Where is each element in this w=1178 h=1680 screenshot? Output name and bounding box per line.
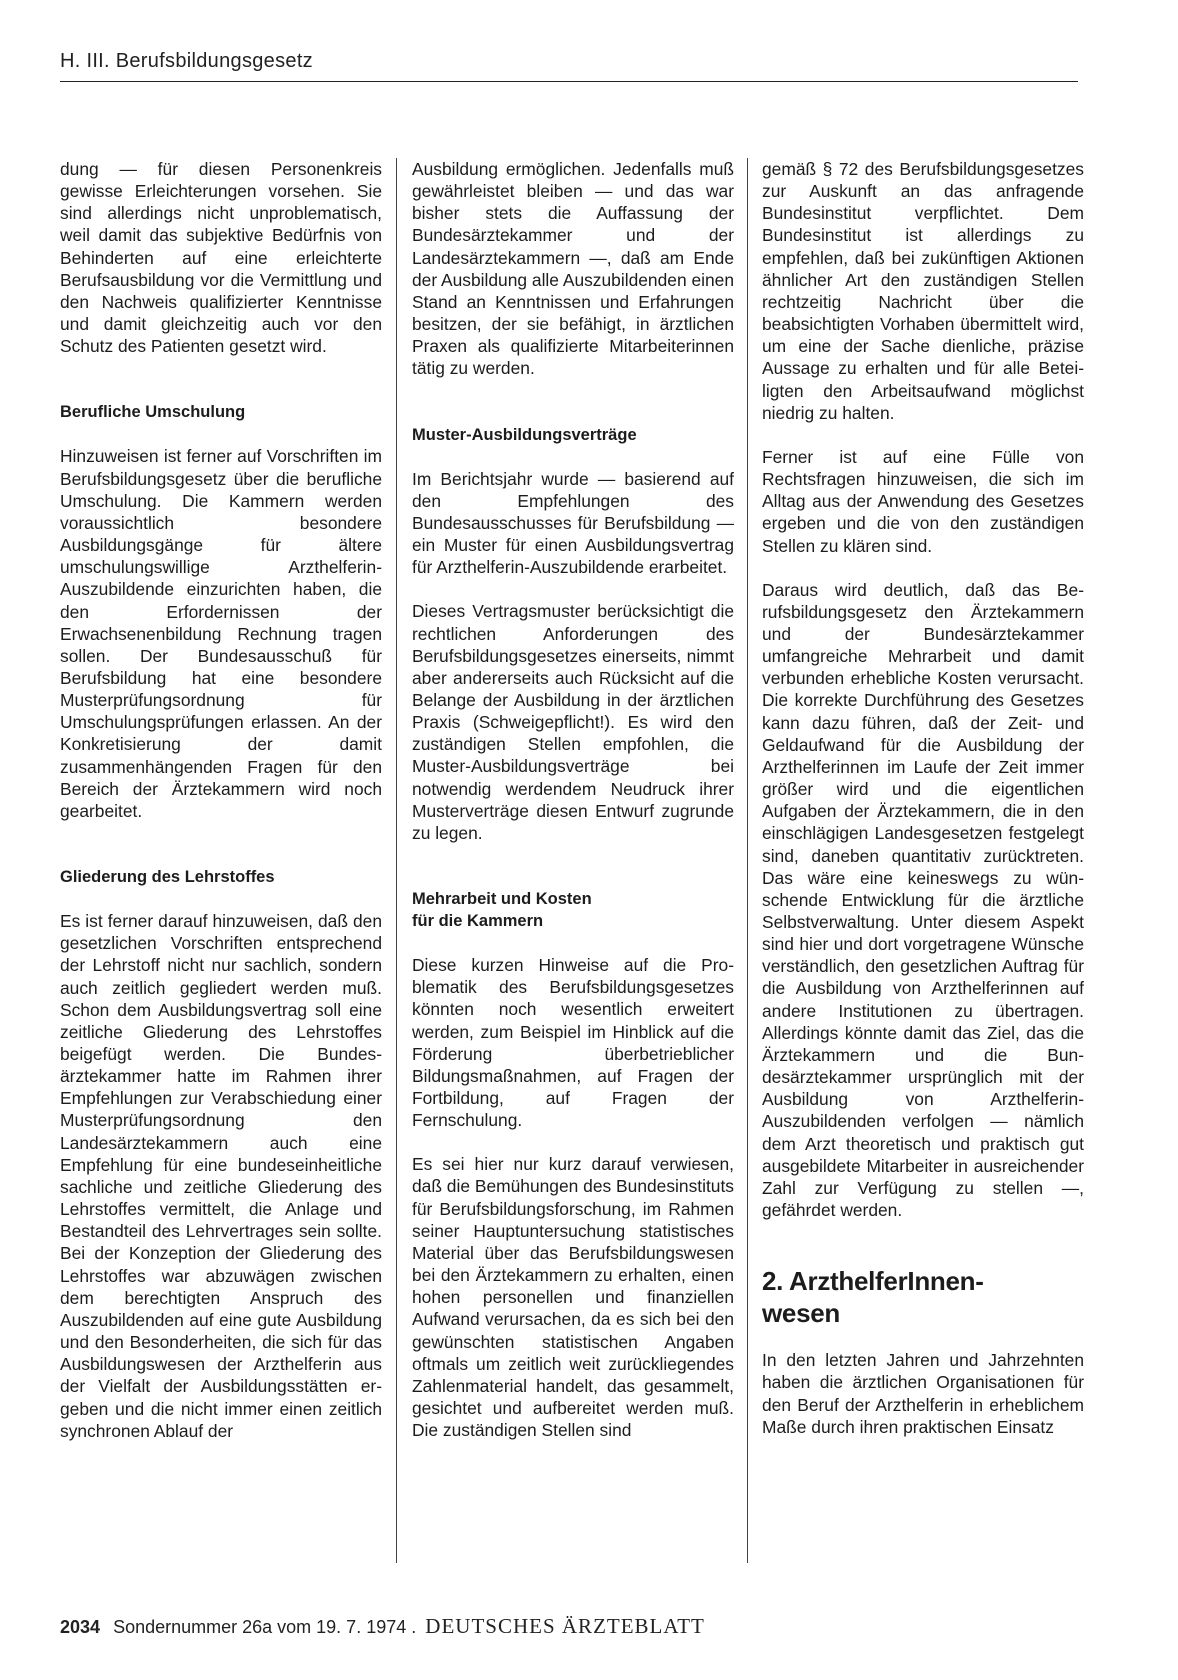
column-rule bbox=[396, 158, 397, 1563]
section-heading: 2. ArzthelferInnen- wesen bbox=[762, 1266, 984, 1329]
section-heading: Gliederung des Lehrstoffes bbox=[60, 868, 275, 887]
masthead: DEUTSCHES ÄRZTEBLATT bbox=[425, 1614, 705, 1638]
paragraph: Ferner ist auf eine Fülle von Rechtsfragen hinzuweisen, die sich im Alltag aus der Anwendung des Gesetzes ergeben und die von den zuständigen Stellen zu klären sind. bbox=[762, 446, 1084, 556]
section-heading: Mehrarbeit und Kosten für die Kammern bbox=[412, 890, 592, 931]
paragraph: Daraus wird deutlich, daß das Berufsbildungsgesetz den Ärztekammern und der Bundesärztekammer umfangreiche Mehrarbeit und damit verbunden erhebliche Kosten verursacht. Die korrekte Durchführung des Gesetzes kann dazu führen, daß der Zeit- und Geldaufwand für die Ausbildung der Arzthelferinnen im Laufe der Zeit immer größer wird und die eigentlichen Aufgaben der Ärztekammern, die in den einschlägigen Landesgesetzen festgelegt sind, daneben quantitativ zurücktreten. Das wäre eine keineswegs zu wünschende Entwicklung für die ärztliche Selbstverwaltung. Unter diesem Aspekt sind hier und dort vorgetragene Wünsche verständlich, den gesetzlichen Auftrag für die Ausbildung von Arzthelferinnen auf andere Institutionen zu übertragen. Allerdings könnte damit das Ziel, das die Ärztekammern und die Bundesärztekammer ursprünglich mit der Ausbildung von Arzthelferin-Auszubildenden verfolgen — nämlich dem Arzt theoretisch und praktisch gut ausgebildete Mitarbeiter in ausreichender Zahl zur Verfügung zu stellen —, gefährdet werden. bbox=[762, 579, 1084, 1221]
text-column-2 bbox=[412, 158, 734, 1558]
paragraph: Es ist ferner darauf hinzuweisen, daß den gesetzlichen Vorschriften entsprechend der Lehrstoff nicht nur sachlich, sondern auch zeitlich gegliedert werden muß. Schon dem Ausbildungsvertrag soll eine zeitliche Gliederung des Lehrstoffes beigefügt werden. Die Bundesärztekammer hatte im Rahmen ihrer Empfehlungen zur Verabschiedung einer Musterprüfungsordnung den Landesärztekammern auch eine Empfehlung für eine bundeseinheitliche sachliche und zeitliche Gliederung des Lehrstoffes vermittelt, die Anlage und Bestandteil des Lehrvertrages sein sollte. Bei der Konzeption der Gliederung des Lehrstoffes war abzuwägen zwischen dem berechtigten Anspruch des Auszubildenden auf eine gute Ausbildung und den Besonderheiten, die sich für das Ausbildungswesen der Arzthelferin aus der Vielfalt der Ausbildungsstätten ergeben und die nicht immer einen zeitlich synchronen Ablauf der bbox=[60, 911, 382, 1441]
paragraph: dung — für diesen Personenkreis gewisse Erleichterungen vorsehen. Sie sind allerdings nicht unproblematisch, weil damit das subjektive Bedürfnis von Behinderten auf eine erleichterte Berufsausbildung vor die Vermittlung und den Nachweis qualifizierter Kenntnisse und damit gleichzeitig auch vor den Schutz des Patienten gesetzt wird. bbox=[60, 159, 382, 357]
issue-info: Sondernummer 26a vom 19. 7. 1974 bbox=[113, 1617, 407, 1637]
page-footer bbox=[60, 1614, 1078, 1639]
page-header bbox=[60, 50, 1078, 82]
text-column-1 bbox=[60, 158, 382, 1558]
paragraph: In den letzten Jahren und Jahrzehnten haben die ärztlichen Organisationen für den Beruf der Arzthelferin in erheblichem Maße durch ihren praktischen Einsatz bbox=[762, 1350, 1084, 1437]
paragraph: Dieses Vertragsmuster berücksichtigt die rechtlichen Anforderungen des Berufsbildungsgesetzes einerseits, nimmt aber andererseits auch Rücksicht auf die Belange der Ausbildung in der ärztlichen Praxis (Schweigepflicht!). Es wird den zuständigen Stellen empfohlen, die Muster-Ausbildungsverträge bei notwendig werdendem Neudruck ihrer Musterverträge diesen Entwurf zugrunde zu legen. bbox=[412, 601, 734, 843]
paragraph: Diese kurzen Hinweise auf die Problematik des Berufsbildungsgesetzes könnten noch wesentlich erweitert werden, zum Beispiel im Hinblick auf die Förderung überbetrieblicher Bildungsmaßnahmen, auf Fragen der Fortbildung, auf Fragen der Fernschulung. bbox=[412, 955, 734, 1131]
paragraph: Im Berichtsjahr wurde — basierend auf den Empfehlungen des Bundesausschusses für Berufsbildung — ein Muster für einen Ausbildungsvertrag für Arzthelferin-Auszubildende erarbeitet. bbox=[412, 468, 734, 578]
paragraph: gemäß § 72 des Berufsbildungsgesetzes zur Auskunft an das anfragende Bundesinstitut verpflichtet. Dem Bundesinstitut ist allerdings zu empfehlen, daß bei zukünftigen Aktionen ähnlicher Art den zuständigen Stellen rechtzeitig Nachricht über die beabsichtigten Vorhaben übermittelt wird, um eine der Sache dienliche, präzise Aussage zu erhalten und für alle Beteiligten den Arbeitsaufwand möglichst niedrig zu halten. bbox=[762, 159, 1084, 423]
section-heading: Berufliche Umschulung bbox=[60, 403, 246, 422]
footer-separator: . bbox=[411, 1617, 417, 1637]
running-head: H. III. Berufsbildungsgesetz bbox=[60, 50, 313, 72]
text-column-3 bbox=[762, 158, 1084, 1558]
paragraph: Es sei hier nur kurz darauf verwiesen, daß die Bemühungen des Bundesinstituts für Berufsbildungsforschung, im Rahmen seiner Hauptuntersuchung statistisches Material über das Berufsbildungswesen bei den Ärztekammern zu erhalten, einen hohen personellen und finanziellen Aufwand verursachen, da es sich bei den gewünschten statistischen Angaben oftmals um zeitlich weit zurückliegendes Zahlenmaterial handelt, das gesammelt, gesichtet und aufbereitet werden muß. Die zuständigen Stellen sind bbox=[412, 1154, 734, 1441]
column-rule bbox=[747, 158, 748, 1563]
page-number: 2034 bbox=[60, 1617, 101, 1637]
paragraph: Hinzuweisen ist ferner auf Vorschriften im Berufsbildungsgesetz über die berufliche Umschulung. Die Kammern werden voraussichtlich besondere Ausbildungsgänge für ältere umschulungswillige Arzthelferin-Auszubildende einzurichten haben, die den Erfordernissen der Erwachsenenbildung Rechnung tragen sollen. Der Bundesausschuß für Berufsbildung hat eine besondere Musterprüfungsordnung für Umschulungsprüfungen erlassen. An der Konkretisierung der damit zusammenhängenden Fragen für den Bereich der Ärztekammern wird noch gearbeitet. bbox=[60, 446, 382, 821]
paragraph: Ausbildung ermöglichen. Jedenfalls muß gewährleistet bleiben — und das war bisher stets die Auffassung der Bundesärztekammer und der Landesärztekammern —, daß am Ende der Ausbildung alle Auszubildenden einen Stand an Kenntnissen und Erfahrungen besitzen, der sie befähigt, in ärztlichen Praxen als qualifizierte Mitarbeiterinnen tätig zu werden. bbox=[412, 159, 734, 379]
section-heading: Muster-Ausbildungsverträge bbox=[412, 425, 637, 444]
